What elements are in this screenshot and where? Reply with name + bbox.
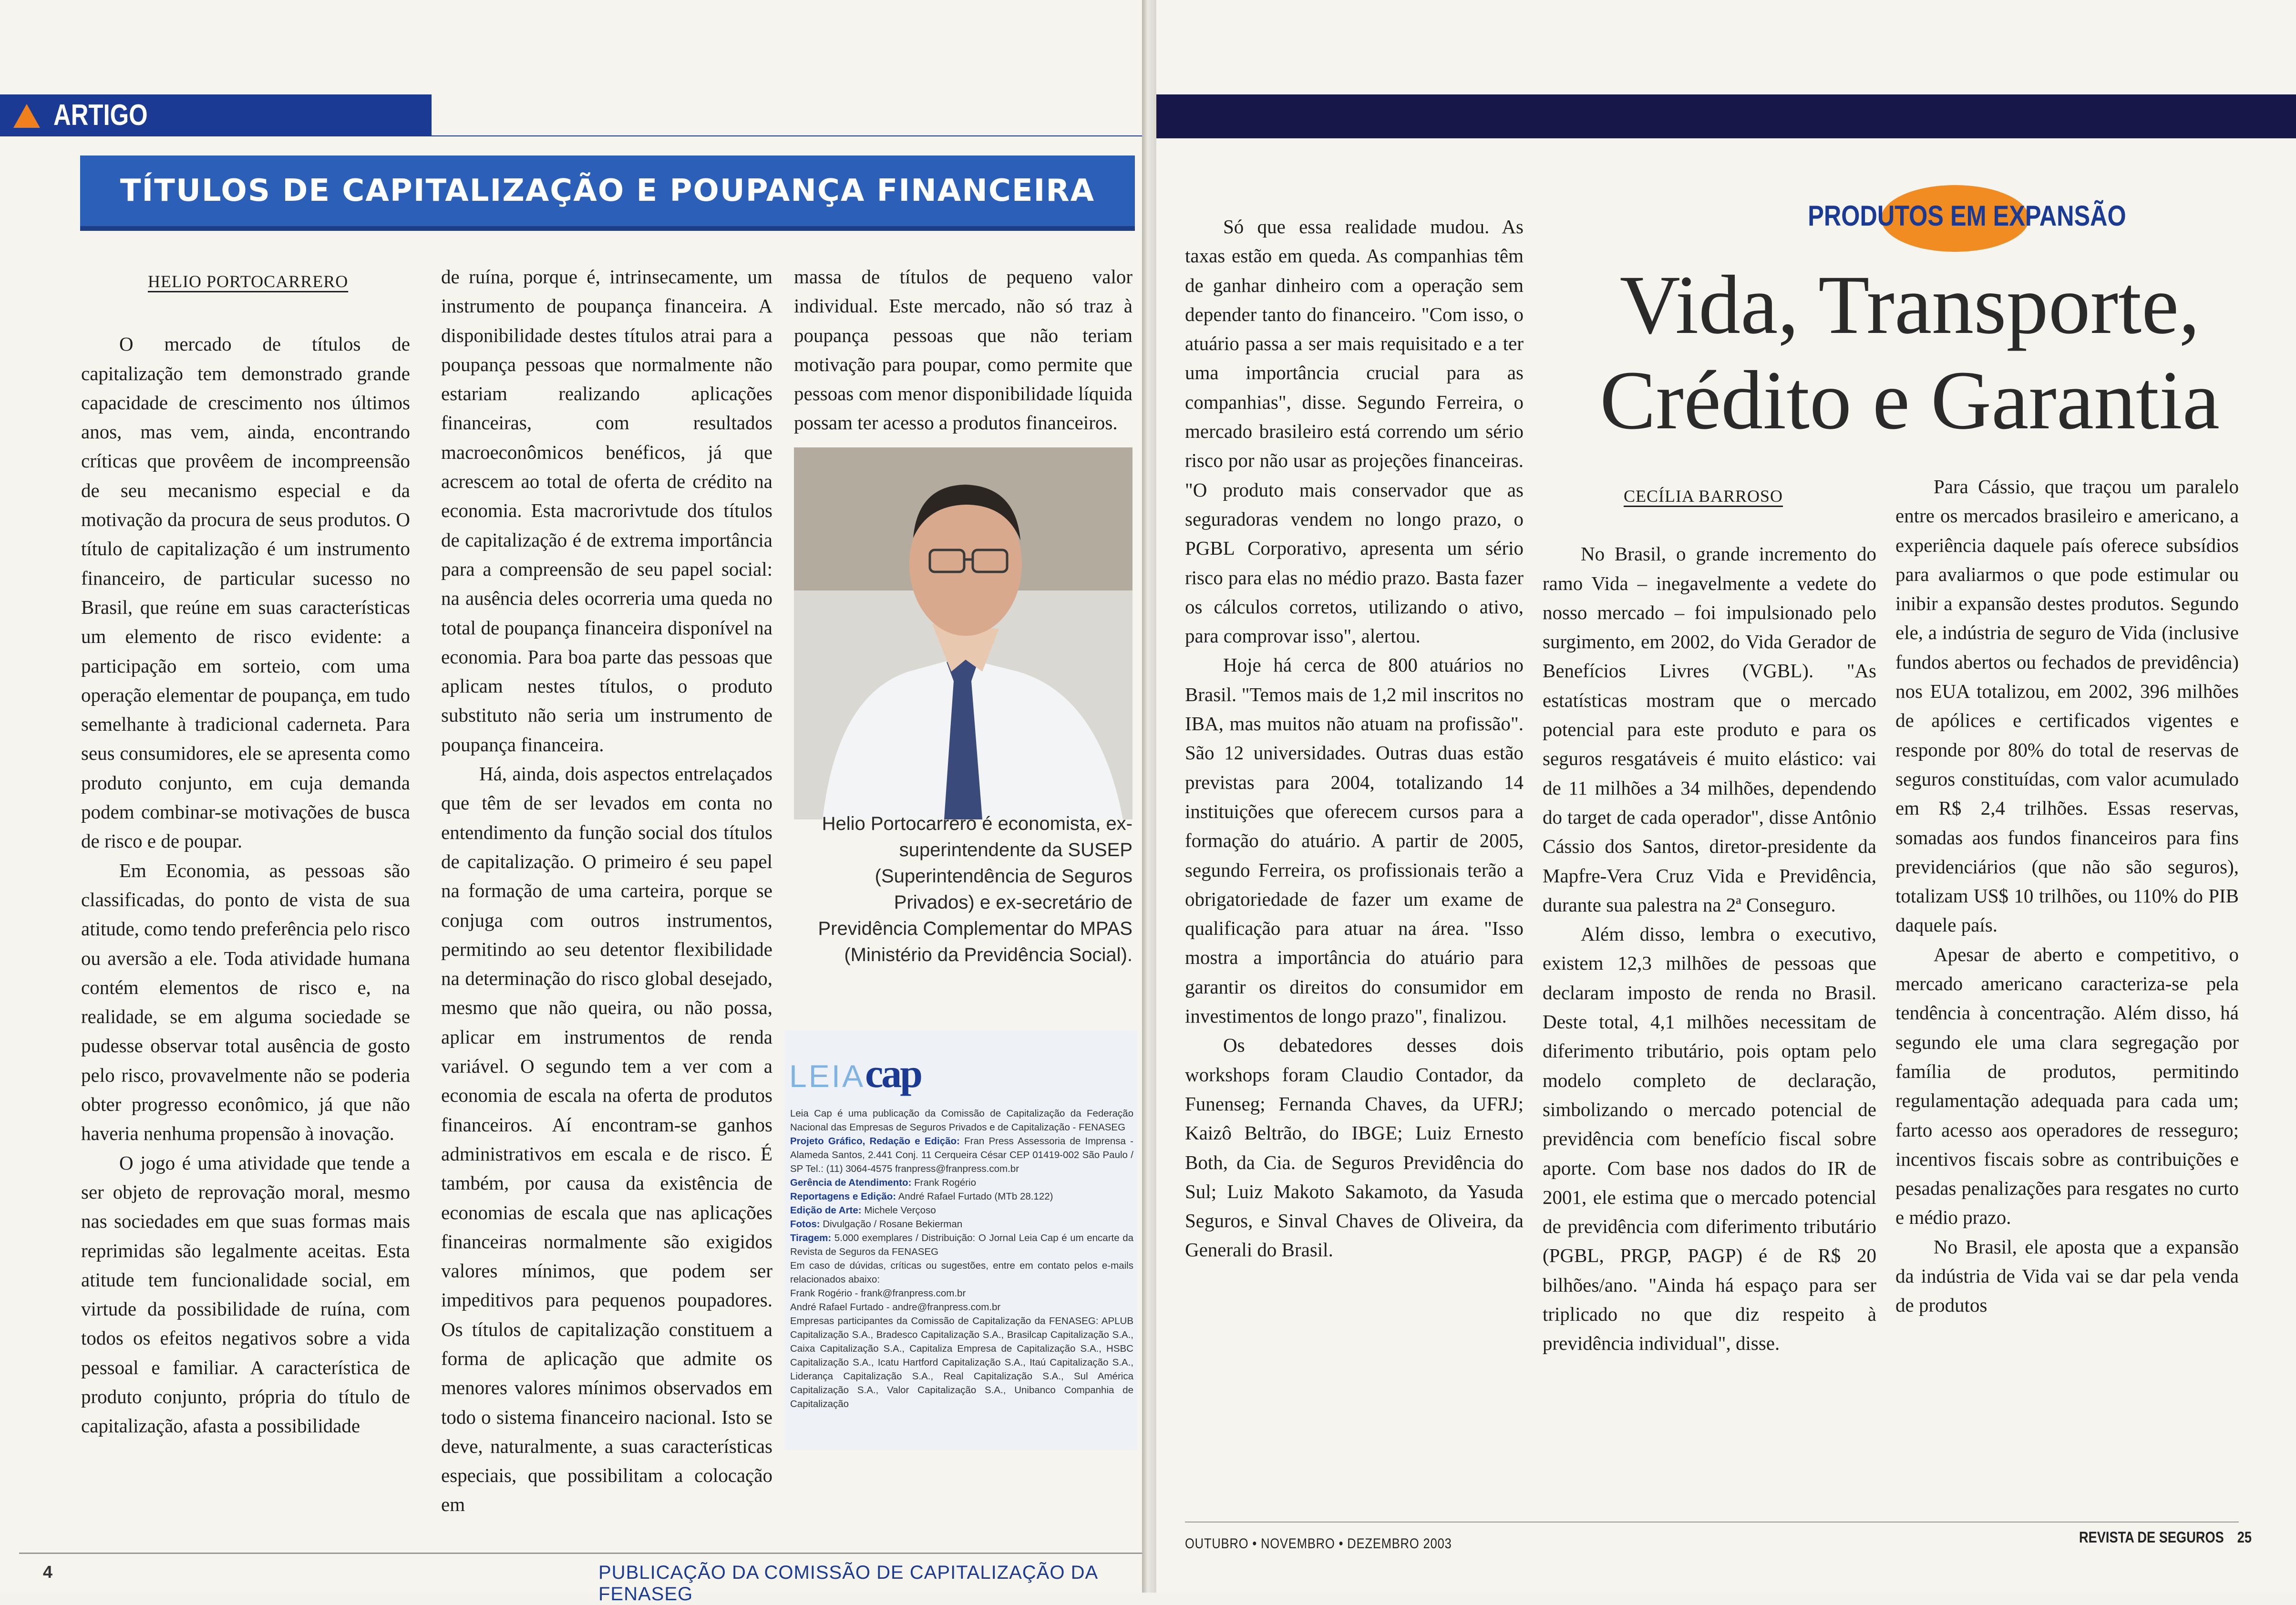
paragraph: O jogo é uma atividade que tende a ser objeto de reprovação moral, mesmo nas sociedades em que suas formas mais reprimidas são legalmente aceitas. Esta atitude tem funcionalidade social, em virtude da possibilidade de ruína, com todos os efeitos negativos sobre a vida pessoal e familiar. A característica de produto conjunto, própria do título de capitalização, afasta a possibilidade: [81, 1151, 410, 1437]
magazine-footer: [2079, 1529, 2252, 1546]
author-byline: CECÍLIA BARROSO: [1624, 487, 1783, 506]
kicker: [1695, 181, 2239, 253]
photo-caption: Helio Portocarrero é economista, ex-superintendente da SUSEP (Superintendência de Seguros Privados) e ex-secretário de Previdência Complementar do MPAS (Ministério da Previdência Social).: [818, 813, 1133, 965]
paragraph: Os debatedores desses dois workshops foram Claudio Contador, da Funenseg; Fernanda Chaves, da UFRJ; Kaizô Beltrão, do IBGE; Luiz Ernesto Both, da Cia. de Seguros Previdência do Sul; Luiz Makoto Sakamoto, da Yasuda Seguros, e Sinval Chaves de Oliveira, da Generali do Brasil.: [1185, 1034, 1524, 1261]
header-rule: [432, 135, 1142, 136]
spine-gutter: [1142, 0, 1156, 1593]
left-column-3: [794, 262, 1133, 438]
triangle-icon: [13, 104, 40, 128]
leiacap-colophon: [784, 1030, 1137, 1450]
headline-line-1: Vida, Transporte,: [1619, 259, 2200, 352]
colophon-text: Leia Cap é uma publicação da Comissão de Capitalização da Federação Nacional das Empresas de Seguros Privados e de Capitalização - FENASEG Projeto Gráfico, Redação e Edição: Fran Press Assessoria de Imprensa - Alameda Santos, 2.441 Conj. 11 Cerqueira César CEP 01419-002 São Paulo / SP Tel.: (11) 3064-4575 franpress@franpress.com.br Gerência de Atendimento: Frank Rogério Reportagens e Edição: André Rafael Furtado (MTb 28.122) Edição de Arte: Michele Verçoso Fotos: Divulgação / Rosane Bekierman Tiragem: 5.000 exemplares / Distribuição: O Jornal Leia Cap é um encarte da Revista de Seguros da FENASEG Em caso de dúvidas, críticas ou sugestões, entre em contato pelos e-mails relacionados abaixo: Frank Rogério - frank@franpress.com.br André Rafael Furtado - andre@franpress.com.br Empresas participantes da Comissão de Capitalização da FENASEG: APLUB Capitalização S.A., Bradesco Capitalização S.A., Brasilcap Capitalização S.A., Caixa Capitalização S.A., Capitaliza Empresa de Capitalização S.A., HSBC Capitalização S.A., Icatu Hartford Capitalização S.A., Itaú Capitalização S.A., Liderança Capitalização S.A., Real Capitalização S.A., Sul América Capitalização S.A., Valor Capitalização S.A., Unibanco Companhia de Capitalização: [790, 1108, 1134, 1409]
left-column-2: [441, 262, 772, 1520]
paragraph: massa de títulos de pequeno valor individual. Este mercado, não só traz à poupança pessoas que não teriam motivação para poupar, como permite que pessoas com menor disponibilidade líquida possam ter acesso a produtos financeiros.: [794, 266, 1133, 434]
left-page: [0, 0, 1142, 1605]
right-column-3: [1895, 472, 2239, 1320]
footer-rule: [19, 1553, 1142, 1554]
leiacap-logo: LEIAcap: [789, 1050, 921, 1096]
author-byline: HELIO PORTOCARRERO: [148, 272, 349, 291]
paragraph: Para Cássio, que traçou um paralelo entre os mercados brasileiro e americano, a experiência daquele país oferece subsídios para avaliarmos o que pode estimular ou inibir a expansão destes produtos. Segundo ele, a indústria de seguro de Vida (inclusive fundos abertos ou fechados de previdência) nos EUA totalizou, em 2002, 396 milhões de apólices e certificados vigentes e responde por 80% do total de reservas de seguros constituídas, com valor acumulado em R$ 2,4 trilhões. Essas reservas, somadas aos fundos financeiros para fins previdenciários (que não são seguros), totalizam US$ 10 trilhões, ou 110% do PIB daquele país.: [1895, 476, 2239, 936]
paragraph: Só que essa realidade mudou. As taxas estão em queda. As companhias têm de ganhar dinheiro com a operação sem depender tanto do financeiro. "Com isso, o atuário passa a ser mais requisitado e a ter uma importância crucial para as companhias", disse. Segundo Ferreira, o mercado brasileiro está correndo um sério risco por não usar as projeções financeiras. "O produto mais conservador que as seguradoras vendem no longo prazo, o PGBL Corporativo, apresenta um sério risco para elas no médio prazo. Basta fazer os cálculos corretos, utilizando o ativo, para comprovar isso", alertou.: [1185, 216, 1524, 647]
paragraph: Apesar de aberto e competitivo, o mercado americano caracteriza-se pela tendência à concentração. Além disso, há segundo ele uma clara segregação por família de produtos, permitindo regulamentação adequada para cada um; farto acesso aos operadores de resseguro; incentivos fiscais sobre as contribuições e pesadas penalizações para resgates no curto e médio prazo.: [1895, 943, 2239, 1229]
kicker-label: PRODUTOS EM EXPANSÃO: [1808, 200, 2126, 232]
magazine-name: REVISTA DE SEGUROS: [2079, 1529, 2224, 1546]
right-column-1: [1185, 212, 1524, 1265]
headline-line-2: Crédito e Garantia: [1600, 354, 2220, 447]
left-column-1: [81, 267, 410, 1441]
headline: [1552, 258, 2267, 448]
paragraph: O mercado de títulos de capitalização tem demonstrado grande capacidade de crescimento nos últimos anos, mas vem, ainda, encontrando críticas que provêem de incompreensão de seu mecanismo especial e da motivação da procura de seus produtos. O título de capitalização é um instrumento financeiro, de particular sucesso no Brasil, que reúne em suas características um elemento de risco evidente: a participação em sorteio, com uma operação elementar de poupança, em tudo semelhante à tradicional caderneta. Para seus consumidores, ele se apresenta como produto conjunto, em cuja demanda podem combinar-se motivações de busca de risco e de poupar.: [81, 333, 410, 852]
article-title-banner: [80, 155, 1135, 226]
section-header: [0, 94, 432, 136]
paragraph: Há, ainda, dois aspectos entrelaçados que têm de ser levados em conta no entendimento da função social dos títulos de capitalização. O primeiro é seu papel na formação de uma carteira, porque se conjuga com outros instrumentos, permitindo ao seu detentor flexibilidade na determinação do risco global desejado, mesmo que não queira, ou não possa, aplicar em instrumentos de renda variável. O segundo tem a ver com a economia de escala na oferta de produtos financeiros. Aí encontram-se ganhos administrativos em escala e de risco. É também, por causa da existência de economias de escala que nas aplicações financeiras normalmente são exigidos valores mínimos, que podem ser impeditivos para pequenos poupadores. Os títulos de capitalização constituem a forma de aplicação que admite os menores valores mínimos observados em todo o sistema financeiro nacional. Isto se deve, naturalmente, a suas características especiais, que possibilitam a colocação em: [441, 763, 772, 1516]
right-column-2: [1543, 482, 1876, 1358]
paragraph: No Brasil, o grande incremento do ramo Vida – inegavelmente a vedete do nosso mercado – foi impulsionado pelo surgimento, em 2002, do Vida Gerador de Benefícios Livres (VGBL). "As estatísticas mostram que o mercado potencial para este produto e para os seguros resgatáveis é muito elástico: vai de 11 milhões a 34 milhões, dependendo do target de cada operador", disse Antônio Cássio dos Santos, diretor-presidente da Mapfre-Vera Cruz Vida e Previdência, durante sua palestra na 2ª Conseguro.: [1543, 543, 1876, 916]
issue-date: OUTUBRO • NOVEMBRO • DEZEMBRO 2003: [1185, 1536, 1452, 1552]
paragraph: Além disso, lembra o executivo, existem 12,3 milhões de pessoas que declaram imposto de renda no Brasil. Deste total, 4,1 milhões necessitam de diferimento tributário, pois optam pelo modelo completo de declaração, simbolizando o mercado potencial de previdência com benefício fiscal sobre aporte. Com base nos dados do IR de 2001, ele estima que o mercado potencial de previdência com diferimento tributário (PGBL, PRGP, PAGP) é de R$ 20 bilhões/ano. "Ainda há espaço para ser triplicado no que diz respeito à previdência individual", disse.: [1543, 923, 1876, 1355]
page-footer: PUBLICAÇÃO DA COMISSÃO DE CAPITALIZAÇÃO DA FENASEG: [598, 1562, 1097, 1605]
section-label: ARTIGO: [53, 99, 148, 132]
right-page: [1156, 0, 2296, 1593]
top-color-bar: [1156, 94, 2296, 138]
page-number: 25: [2237, 1529, 2252, 1546]
page-number: 4: [43, 1562, 53, 1582]
paragraph: Hoje há cerca de 800 atuários no Brasil. "Temos mais de 1,2 mil inscritos no IBA, mas muitos não atuam na profissão". São 12 universidades. Outras duas estão previstas para 2004, totalizando 14 instituições que oferecem cursos para a formação do atuário. A partir de 2005, segundo Ferreira, os profissionais terão a obrigatoriedade de fazer um exame de qualificação para atuar na área. "Isso mostra a importância do atuário para garantir os direitos do consumidor em investimentos de longo prazo", finalizou.: [1185, 654, 1524, 1027]
paragraph: de ruína, porque é, intrinsecamente, um instrumento de poupança financeira. A disponibilidade destes títulos atrai para a poupança pessoas que normalmente não estariam realizando aplicações financeiras, com resultados macroeconômicos benéficos, já que acrescem ao total de oferta de crédito na economia. Esta macrorivtude dos títulos de capitalização é de extrema importância para a compreensão de seu papel social: na ausência deles ocorreria uma queda no total de poupança financeira disponível na economia. Para boa parte das pessoas que aplicam nestes títulos, o produto substituto não seria um instrumento de poupança financeira.: [441, 266, 772, 756]
article-title: TÍTULOS DE CAPITALIZAÇÃO E POUPANÇA FINANCEIRA: [120, 173, 1095, 208]
paragraph: No Brasil, ele aposta que a expansão da indústria de Vida vai se dar pela venda de produtos: [1895, 1235, 2239, 1316]
author-photo: [794, 447, 1133, 819]
paragraph: Em Economia, as pessoas são classificadas, do ponto de vista de sua atitude, como tendo preferência pelo risco ou aversão a ele. Toda atividade humana contém elementos de risco e, na realidade, se em alguma sociedade se pudesse observar total ausência de gosto pelo risco, provavelmente não se poderia obter progresso econômico, já que não haveria nenhuma propensão à inovação.: [81, 859, 410, 1145]
